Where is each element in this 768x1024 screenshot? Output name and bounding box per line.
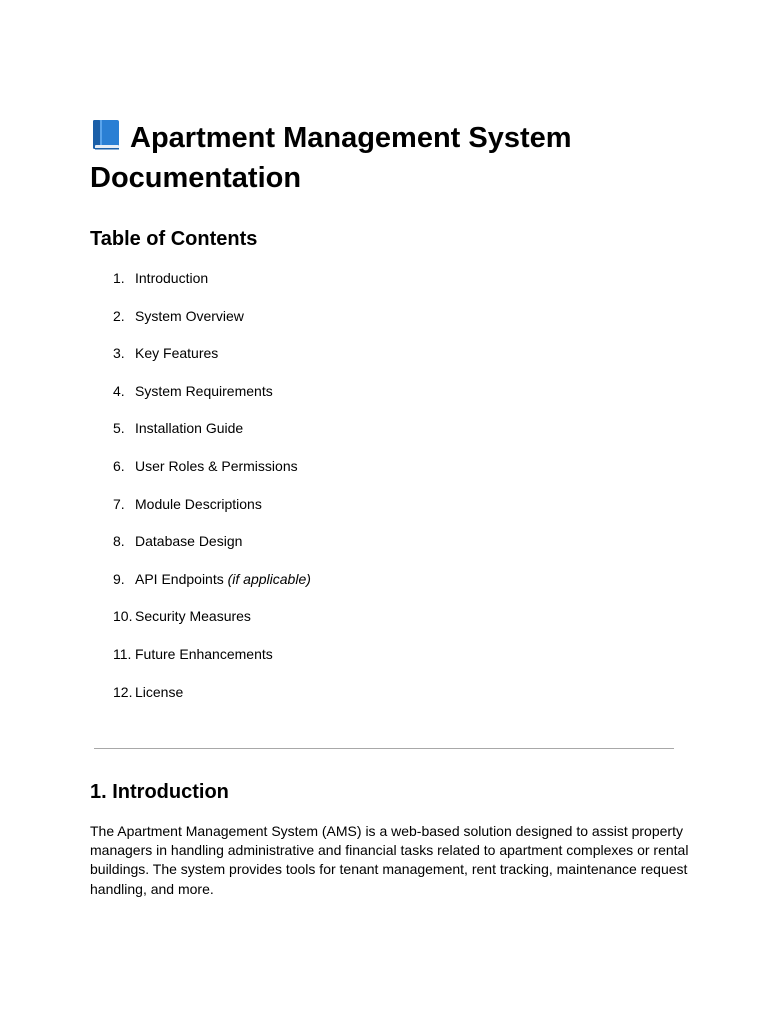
toc-list (90, 266, 490, 717)
toc-item-number: 4. (113, 382, 125, 399)
toc-item-label: Installation Guide (135, 420, 244, 437)
toc-item-label-wrap (135, 567, 311, 591)
toc-item-label: Introduction (135, 270, 209, 286)
toc-item-label: System Requirements (135, 382, 273, 399)
toc-item (90, 416, 490, 454)
toc-item (90, 304, 490, 342)
toc-item-number: 10. (113, 608, 133, 625)
toc-item-label: Future Enhancements (135, 645, 273, 662)
toc-item-label-wrap (135, 454, 298, 478)
toc-heading: Table of Contents (90, 228, 258, 250)
toc-item (90, 379, 490, 417)
toc-item (90, 529, 490, 567)
toc-item-number: 6. (113, 457, 125, 474)
section-divider (94, 748, 674, 749)
toc-item (90, 642, 490, 680)
toc-item-number: 1. (113, 270, 125, 286)
toc-item-number: 3. (113, 345, 125, 362)
toc-item-label: License (135, 683, 184, 700)
toc-item-number: 9. (113, 570, 125, 587)
toc-item-label-wrap (135, 680, 183, 704)
toc-item-number: 11. (113, 645, 132, 662)
toc-item (90, 680, 490, 718)
toc-item-label-wrap (135, 341, 218, 365)
toc-item-label-wrap (135, 529, 242, 553)
toc-item-label-wrap (135, 266, 208, 290)
toc-item (90, 454, 490, 492)
introduction-paragraph: The Apartment Management System (AMS) is a web-based solution designed to assist property managers in handling administrative and financial tasks related to apartment complexes or rental buildings. The system provides tools for tenant management, rent tracking, maintenance request handling, and more. (90, 823, 689, 897)
toc-item-label: System Overview (135, 307, 244, 324)
toc-item-label: Database Design (135, 533, 243, 550)
toc-item-note: (if applicable) (227, 570, 311, 587)
toc-item-label-wrap (135, 604, 251, 628)
toc-item-label: API Endpoints (135, 570, 224, 587)
toc-item-number: 7. (113, 495, 125, 512)
toc-item (90, 567, 490, 605)
introduction-heading: 1. Introduction (90, 781, 229, 803)
toc-item-label-wrap (135, 642, 273, 666)
toc-item-label-wrap (135, 416, 243, 440)
blue-book-icon (90, 118, 121, 151)
toc-item-label: Module Descriptions (135, 495, 262, 512)
toc-item-label-wrap (135, 304, 244, 328)
toc-item-number: 12. (113, 683, 133, 700)
toc-item (90, 266, 490, 304)
toc-item-number: 8. (113, 533, 125, 550)
document-title (90, 118, 690, 198)
document-title-text: Apartment Management System Documentation (90, 122, 572, 194)
toc-item-label: User Roles & Permissions (135, 457, 298, 474)
toc-item (90, 341, 490, 379)
toc-item-label: Key Features (135, 345, 219, 362)
toc-item (90, 492, 490, 530)
toc-item-label-wrap (135, 379, 273, 403)
toc-item-label-wrap (135, 492, 262, 516)
toc-item-number: 2. (113, 307, 125, 324)
toc-item-label: Security Measures (135, 608, 251, 625)
toc-item (90, 604, 490, 642)
toc-item-number: 5. (113, 420, 125, 437)
